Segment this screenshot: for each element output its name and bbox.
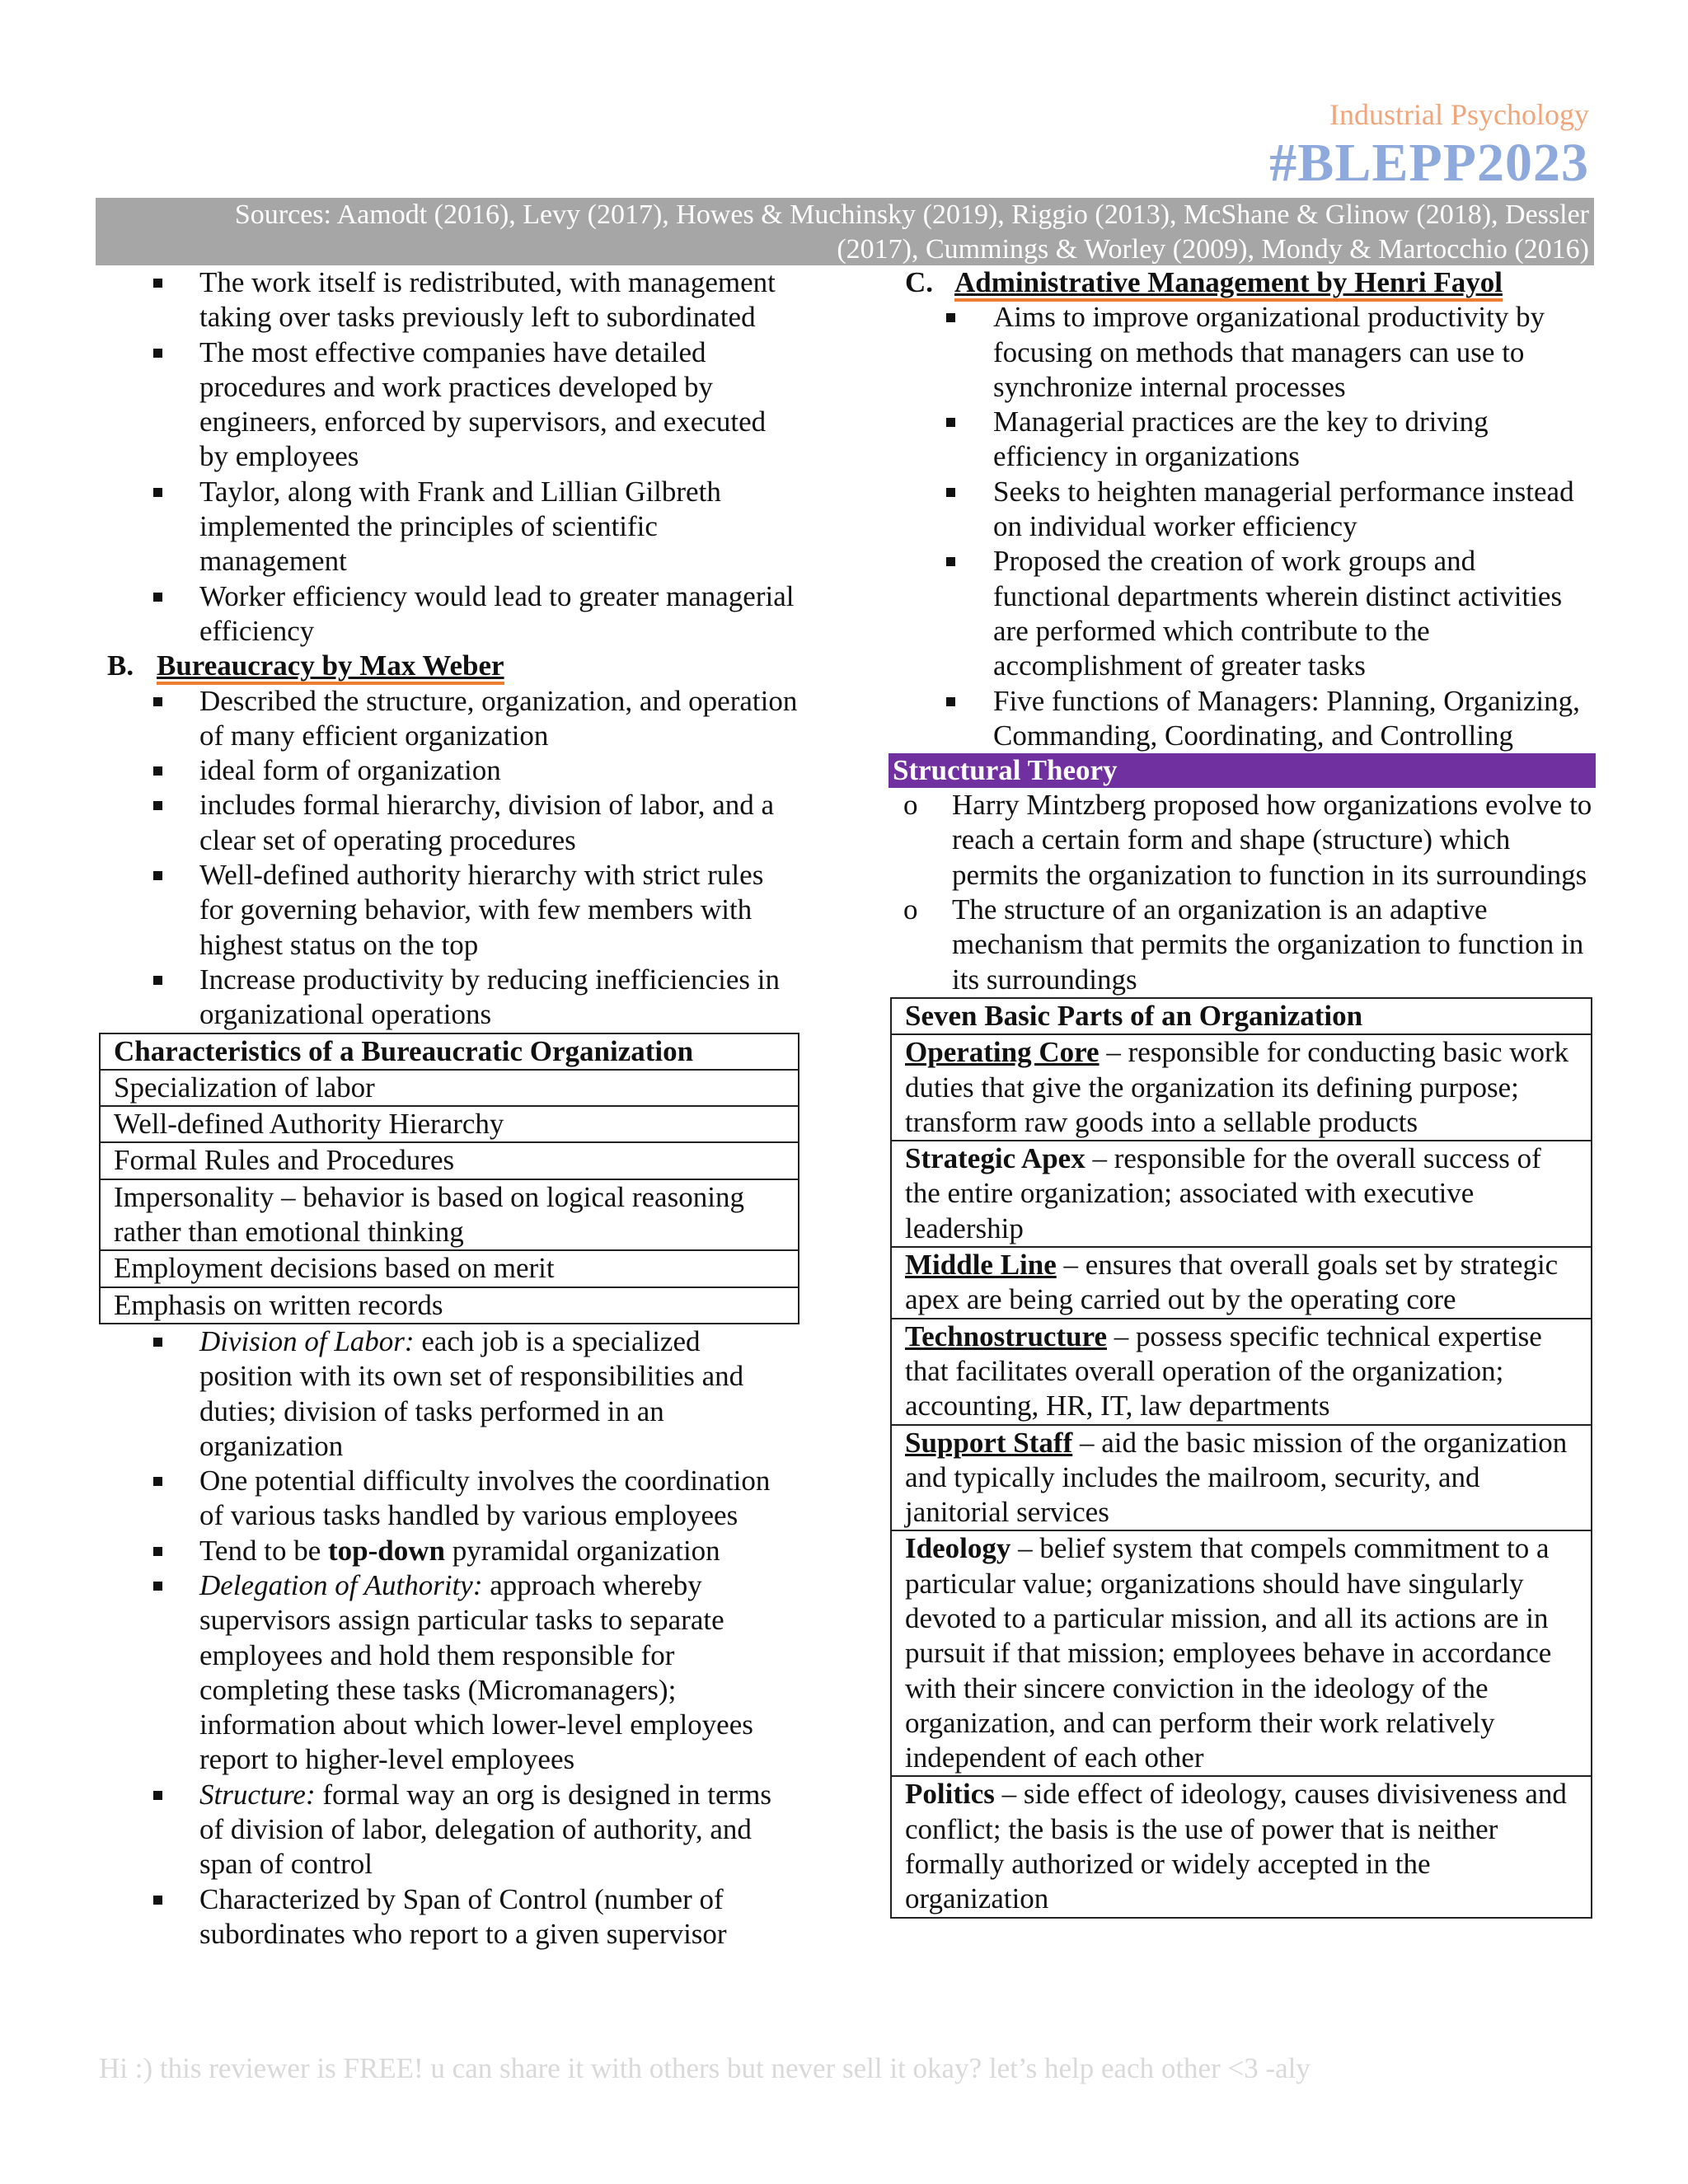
structural-theory-list	[890, 788, 1592, 997]
table-cell	[891, 1034, 1592, 1141]
table-cell	[891, 1141, 1592, 1247]
part-term: Support Staff	[905, 1426, 1073, 1459]
list-item: Well-defined authority hierarchy with strict rules for governing behavior, with few members with highest status on the top	[99, 858, 799, 963]
table-row	[100, 1179, 799, 1251]
list-item: Increase productivity by reducing inefficiencies in organizational operations	[99, 963, 799, 1033]
table-row	[100, 1250, 799, 1286]
table-row	[891, 1247, 1592, 1319]
sources-line-2: (2017), Cummings & Worley (2009), Mondy & Martocchio (2016)	[837, 234, 1589, 265]
list-item: The most effective companies have detailed procedures and work practices developed by engineers, enforced by supervisors, and executed by employees	[99, 335, 799, 475]
list-item: Managerial practices are the key to driving efficiency in organizations	[890, 405, 1592, 475]
definition: each job is a specialized position with its own set of responsibilities and duties; division of tasks performed in an organization	[199, 1324, 744, 1462]
part-definition: – responsible for the overall success of the entire organization; associated with executive leadership	[905, 1142, 1541, 1244]
part-definition: – side effect of ideology, causes divisiveness and conflict; the basis is the use of power that is neither formally authorized or widely accepted in the organization	[905, 1778, 1567, 1915]
part-term: Operating Core	[905, 1036, 1100, 1069]
section-c-heading	[890, 265, 1592, 300]
table-row	[891, 1034, 1592, 1141]
part-term: Technostructure	[905, 1319, 1107, 1352]
part-definition: – aid the basic mission of the organization and typically includes the mailroom, security, and janitorial services	[905, 1426, 1568, 1529]
term: Division of Labor:	[199, 1324, 415, 1357]
part-term: Politics	[905, 1778, 995, 1811]
section-letter: C.	[905, 266, 934, 298]
list-item: includes formal hierarchy, division of labor, and a clear set of operating procedures	[99, 788, 799, 858]
document-tag: #BLEPP2023	[1269, 133, 1589, 193]
table-cell: Impersonality – behavior is based on logical reasoning rather than emotional thinking	[100, 1179, 799, 1251]
bureaucratic-characteristics-table	[99, 1033, 799, 1324]
table-header-row	[100, 1033, 799, 1070]
list-item: Taylor, along with Frank and Lillian Gilbreth implemented the principles of scientific management	[99, 475, 799, 579]
part-definition: – responsible for conducting basic work duties that give the organization its defining purpose; transform raw goods into a sellable products	[905, 1036, 1569, 1138]
table-cell: Emphasis on written records	[100, 1287, 799, 1324]
table-row	[891, 1425, 1592, 1531]
list-item	[99, 1568, 799, 1778]
list-item: One potential difficulty involves the coordination of various tasks handled by various employees	[99, 1464, 799, 1534]
intro-bullet-list	[99, 265, 799, 649]
list-item: Five functions of Managers: Planning, Organizing, Commanding, Coordinating, and Controlling	[890, 684, 1592, 754]
section-letter: B.	[107, 649, 134, 682]
definition: formal way an org is designed in terms of division of labor, delegation of authority, and span of control	[199, 1778, 772, 1881]
part-definition: – belief system that compels commitment to a particular value; organizations should have singularly devoted to a particular mission, and all its actions are in pursuit if that mission; employees behave in accordance with their sincere conviction in the ideology of the organization, and can perform their work relatively independent of each other	[905, 1532, 1552, 1774]
text: Tend to be	[199, 1534, 328, 1567]
document-subject: Industrial Psychology	[1329, 98, 1589, 131]
part-term: Strategic Apex	[905, 1142, 1085, 1175]
list-item: o Harry Mintzberg proposed how organizations evolve to reach a certain form and shape (structure) which permits the organization to function in its surroundings	[890, 788, 1592, 893]
table-cell	[891, 1425, 1592, 1531]
list-item: Worker efficiency would lead to greater managerial efficiency	[99, 579, 799, 649]
part-definition: – ensures that overall goals set by strategic apex are being carried out by the operating core	[905, 1249, 1559, 1316]
table-cell: Formal Rules and Procedures	[100, 1142, 799, 1179]
definition: approach whereby supervisors assign particular tasks to separate employees and hold them responsible for completing these tasks (Micromanagers); information about which lower-level employees report to higher-level employees	[199, 1568, 753, 1776]
list-item: o The structure of an organization is an adaptive mechanism that permits the organization to function in its surroundings	[890, 893, 1592, 997]
part-term: Ideology	[905, 1532, 1011, 1565]
table-row	[891, 1141, 1592, 1247]
table-cell: Well-defined Authority Hierarchy	[100, 1106, 799, 1142]
table-row	[891, 1319, 1592, 1425]
section-title: Administrative Management by Henri Fayol	[954, 266, 1503, 302]
list-item: Proposed the creation of work groups and functional departments wherein distinct activities are performed which contribute to the accomplishment of greater tasks	[890, 544, 1592, 683]
list-item: Aims to improve organizational productivity by focusing on methods that managers can use to synchronize internal processes	[890, 300, 1592, 405]
list-item	[99, 1534, 799, 1568]
table-cell	[891, 1247, 1592, 1319]
table-cell: Specialization of labor	[100, 1070, 799, 1106]
section-title: Bureaucracy by Max Weber	[157, 649, 504, 685]
table-header-cell: Seven Basic Parts of an Organization	[891, 998, 1592, 1034]
sources-bar	[96, 198, 1594, 265]
table-cell	[891, 1530, 1592, 1776]
table-header-row	[891, 998, 1592, 1034]
list-item: ideal form of organization	[99, 753, 799, 788]
sources-line-1: Sources: Aamodt (2016), Levy (2017), Howes & Muchinsky (2019), Riggio (2013), McShane & Glinow (2018), Dessler	[234, 199, 1589, 230]
bureaucracy-bullet-list	[99, 684, 799, 1033]
right-column	[890, 265, 1592, 1919]
table-cell: Employment decisions based on merit	[100, 1250, 799, 1286]
term: Delegation of Authority:	[199, 1568, 483, 1601]
list-item: Described the structure, organization, and operation of many efficient organization	[99, 684, 799, 754]
text: pyramidal organization	[444, 1534, 720, 1567]
structural-theory-heading: Structural Theory	[889, 753, 1596, 788]
bureaucracy-detail-list	[99, 1324, 799, 1952]
list-item	[99, 1778, 799, 1882]
administrative-bullet-list	[890, 300, 1592, 753]
table-cell	[891, 1776, 1592, 1917]
term: Structure:	[199, 1778, 316, 1811]
left-column	[99, 265, 799, 1952]
table-header-cell: Characteristics of a Bureaucratic Organization	[100, 1033, 799, 1070]
table-row	[891, 1530, 1592, 1776]
table-row	[100, 1142, 799, 1179]
list-item: The work itself is redistributed, with management taking over tasks previously left to subordinated	[99, 265, 799, 335]
part-definition: – possess specific technical expertise that facilitates overall operation of the organization; accounting, HR, IT, law departments	[905, 1319, 1542, 1422]
table-cell	[891, 1319, 1592, 1425]
bold-term: top-down	[327, 1534, 445, 1567]
list-item	[99, 1324, 799, 1464]
list-item: Seeks to heighten managerial performance instead on individual worker efficiency	[890, 475, 1592, 545]
table-row	[100, 1106, 799, 1142]
part-term: Middle Line	[905, 1249, 1057, 1282]
table-row	[100, 1287, 799, 1324]
table-row	[891, 1776, 1592, 1917]
list-item: Characterized by Span of Control (number of subordinates who report to a given supervisor	[99, 1882, 799, 1952]
table-row	[100, 1070, 799, 1106]
seven-parts-table	[890, 997, 1592, 1919]
footer-note: Hi :) this reviewer is FREE! u can share it with others but never sell it okay? let’s help each other <3 -aly	[99, 2052, 1311, 2084]
section-b-heading	[99, 649, 799, 683]
